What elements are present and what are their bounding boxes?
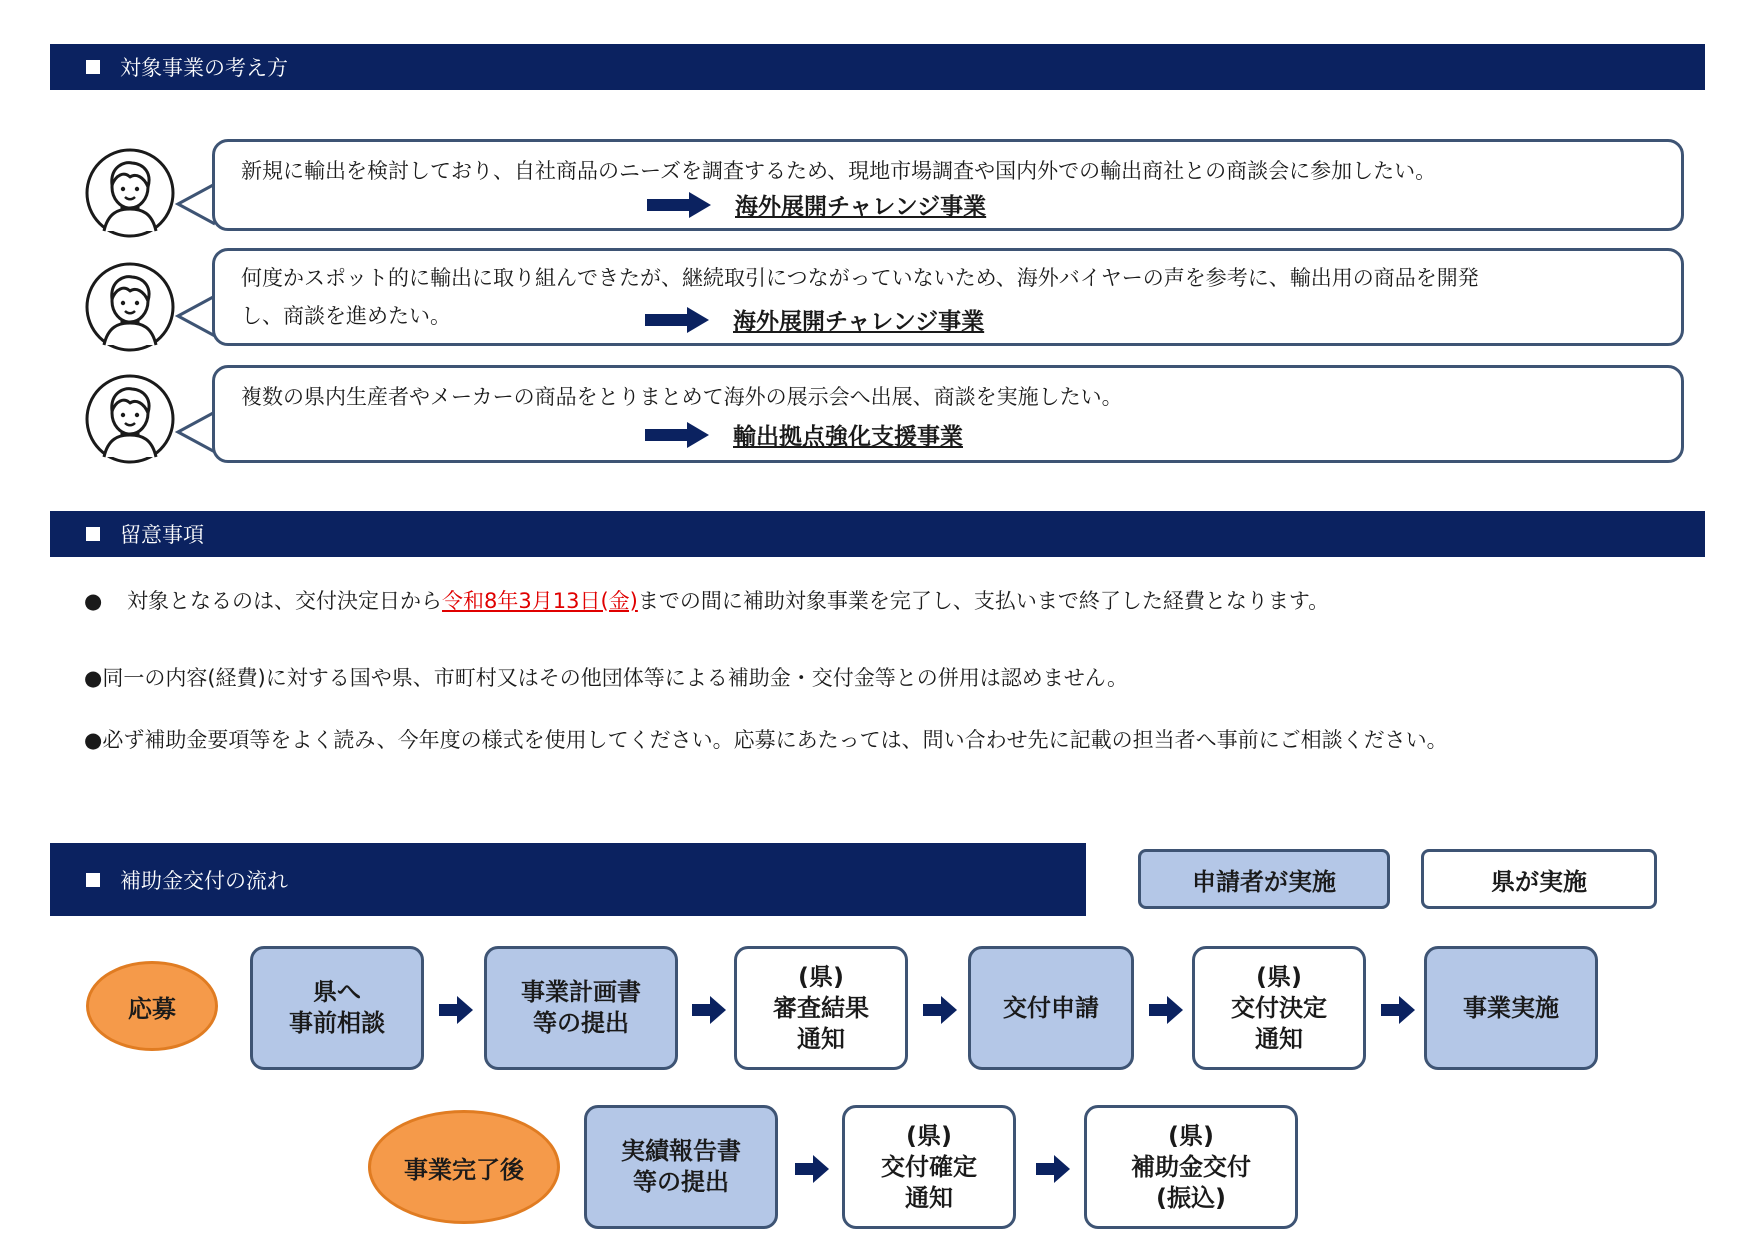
flow-step: 事業計画書 等の提出 bbox=[484, 946, 678, 1070]
case-result bbox=[645, 303, 984, 336]
case-text: し、商談を進めたい。 bbox=[241, 304, 451, 328]
section-title: 対象事業の考え方 bbox=[120, 56, 288, 80]
square-bullet-icon bbox=[86, 60, 100, 74]
flow-step: (県) 交付確定 通知 bbox=[842, 1105, 1016, 1229]
bubble-tail bbox=[175, 408, 215, 456]
flow-step: 交付申請 bbox=[968, 946, 1134, 1070]
section-title: 補助金交付の流れ bbox=[120, 868, 288, 893]
section-title: 留意事項 bbox=[120, 523, 204, 547]
flow-arrow-icon bbox=[439, 996, 473, 1024]
case-text: 複数の県内生産者やメーカーの商品をとりまとめて海外の展示会へ出展、商談を実施したい。 bbox=[241, 385, 1123, 409]
legend-prefecture: 県が実施 bbox=[1421, 849, 1657, 909]
flow-arrow-icon bbox=[923, 996, 957, 1024]
flow-arrow-icon bbox=[692, 996, 726, 1024]
program-link[interactable]: 海外展開チャレンジ事業 bbox=[735, 194, 987, 220]
flow-arrow-icon bbox=[1036, 1155, 1070, 1183]
bullet: ● bbox=[84, 589, 103, 613]
section-header-flow bbox=[50, 843, 1086, 916]
right-arrow-icon bbox=[647, 192, 713, 218]
case-result bbox=[647, 188, 986, 221]
flow-step: 県へ 事前相談 bbox=[250, 946, 424, 1070]
section-header-notes bbox=[50, 511, 1705, 557]
note-no-combined-use: ●同一の内容(経費)に対する国や県、市町村又はその他団体等による補助金・交付金等との併用は認めません。 bbox=[84, 666, 1128, 690]
case-result bbox=[645, 418, 963, 451]
bubble-tail bbox=[175, 292, 215, 340]
section-header-approach bbox=[50, 44, 1705, 90]
right-arrow-icon bbox=[645, 422, 711, 448]
person-avatar-icon bbox=[84, 373, 176, 465]
flow-arrow-icon bbox=[795, 1155, 829, 1183]
case-text: 新規に輸出を検討しており、自社商品のニーズを調査するため、現地市場調査や国内外での輸出商社との商談会に参加したい。 bbox=[241, 159, 1437, 183]
program-link[interactable]: 輸出拠点強化支援事業 bbox=[733, 424, 963, 450]
person-avatar-icon bbox=[84, 261, 176, 353]
case-text: 何度かスポット的に輸出に取り組んできたが、継続取引につながっていないため、海外バイヤーの声を参考に、輸出用の商品を開発 bbox=[241, 266, 1479, 290]
deadline-date: 令和8年3月13日(金) bbox=[442, 589, 638, 613]
flow-arrow-icon bbox=[1149, 996, 1183, 1024]
bubble-tail bbox=[175, 180, 215, 228]
legend-applicant: 申請者が実施 bbox=[1138, 849, 1390, 909]
flow-step: 実績報告書 等の提出 bbox=[584, 1105, 778, 1229]
square-bullet-icon bbox=[86, 873, 100, 887]
flow-arrow-icon bbox=[1381, 996, 1415, 1024]
flow-step: (県) 交付決定 通知 bbox=[1192, 946, 1366, 1070]
flow-step: 事業実施 bbox=[1424, 946, 1598, 1070]
right-arrow-icon bbox=[645, 307, 711, 333]
flow-step: (県) 審査結果 通知 bbox=[734, 946, 908, 1070]
case-bubble bbox=[212, 139, 1684, 231]
person-avatar-icon bbox=[84, 147, 176, 239]
note-deadline: ● 対象となるのは、交付決定日から令和8年3月13日(金)までの間に補助対象事業を完了し、支払いまで終了した経費となります。 bbox=[84, 589, 1330, 613]
case-bubble bbox=[212, 248, 1684, 346]
square-bullet-icon bbox=[86, 527, 100, 541]
flow-start-oval: 応募 bbox=[86, 961, 218, 1051]
flow-step: (県) 補助金交付 (振込) bbox=[1084, 1105, 1298, 1229]
case-bubble bbox=[212, 365, 1684, 463]
note-read-guidelines: ●必ず補助金要項等をよく読み、今年度の様式を使用してください。応募にあたっては、問い合わせ先に記載の担当者へ事前にご相談ください。 bbox=[84, 728, 1448, 752]
program-link[interactable]: 海外展開チャレンジ事業 bbox=[733, 309, 985, 335]
flow-start-oval: 事業完了後 bbox=[368, 1110, 560, 1224]
